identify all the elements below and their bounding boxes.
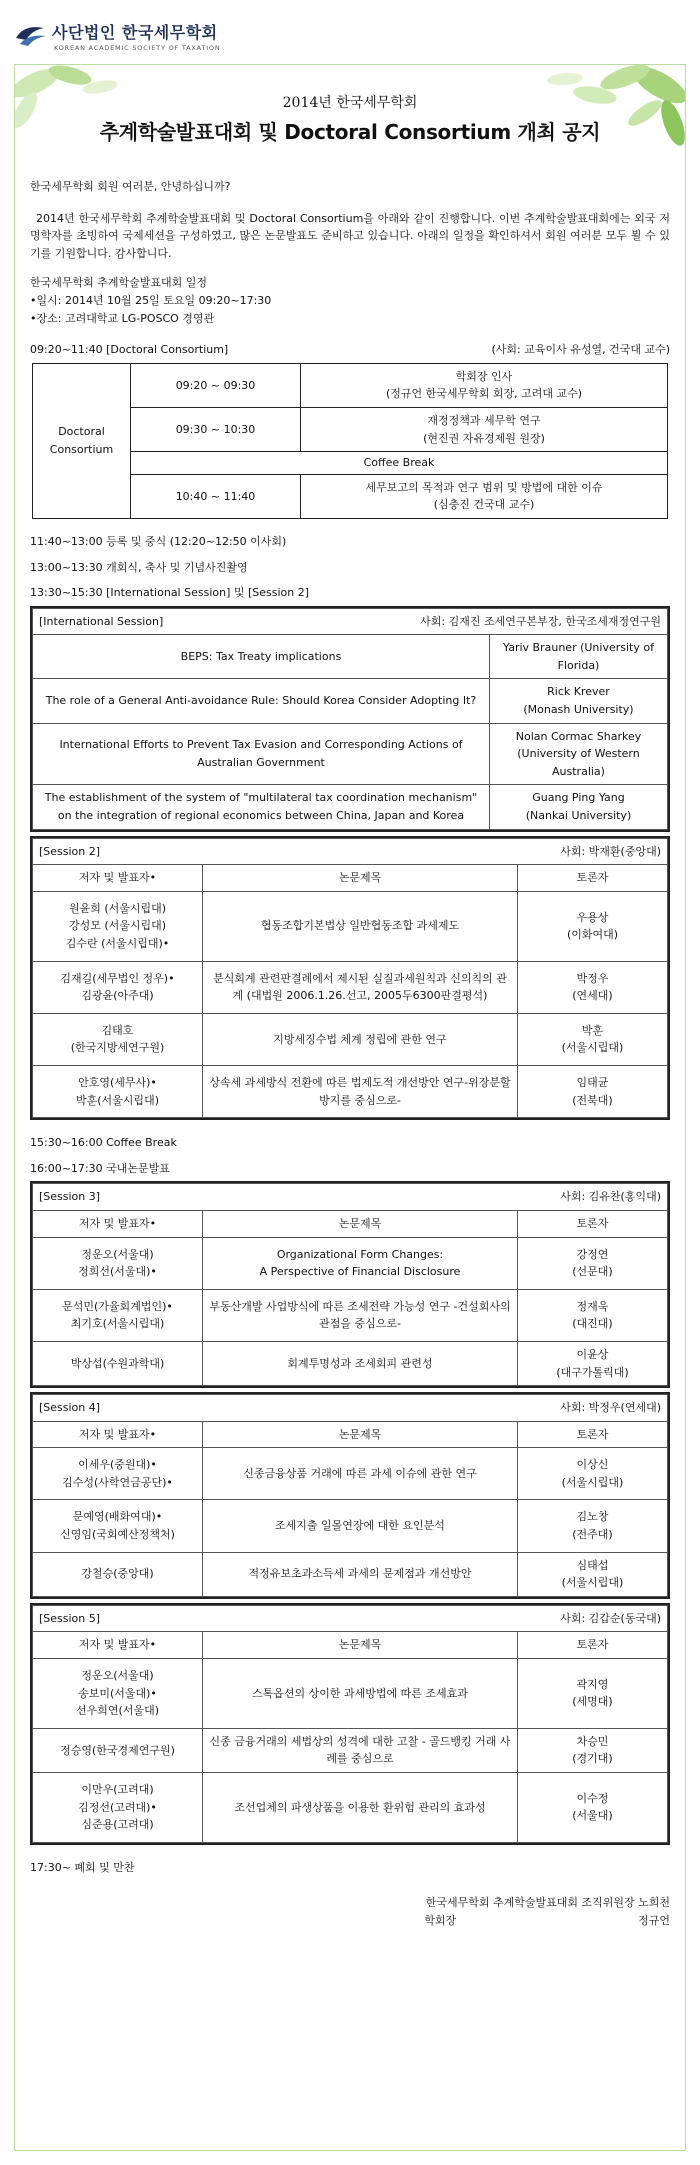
column-header-discussant: 토론자 [518, 1632, 668, 1659]
paper-title: 협동조합기본법상 일반협동조합 과세제도 [203, 891, 518, 961]
session-header [33, 1605, 668, 1632]
authors: 정운오(서울대) 송보미(서울대)• 선우희연(서울대) [33, 1659, 203, 1729]
table-row [33, 865, 668, 892]
session-chair: 사회: 김갑순(동국대) [560, 1611, 661, 1625]
authors: 이만우(고려대) 김정선(고려대)• 심준용(고려대) [33, 1773, 203, 1843]
doctoral-chair: (사회: 교육이사 유성열, 건국대 교수) [491, 343, 670, 357]
page-title: 추계학술발표대회 및 Doctoral Consortium 개최 공지 [99, 120, 601, 144]
session-chair: 사회: 김유찬(홍익대) [560, 1190, 661, 1204]
table-row [33, 1500, 668, 1552]
paper-title: 조세지출 일몰연장에 대한 요인분석 [203, 1500, 518, 1552]
paper-title: The establishment of the system of "multilateral tax coordination mechanism" on the integration of regional economics between China, Japan and Korea [33, 785, 490, 829]
agenda-closing: 17:30~ 폐회 및 만찬 [30, 1860, 135, 1874]
session-label: [Session 5] [39, 1611, 101, 1625]
discussant: 이수정 (서울대) [518, 1773, 668, 1843]
signature-role: 학회장 [424, 1913, 457, 1927]
session-box [30, 836, 670, 1121]
paper-title: 조선업체의 파생상품을 이용한 환위험 관리의 효과성 [203, 1773, 518, 1843]
discussant: 박훈 (서울시립대) [518, 1013, 668, 1065]
table-row [33, 1210, 668, 1237]
paper-title: 분식회계 관련판결례에서 제시된 실질과세원칙과 신의칙의 관계 (대법원 2006.1.26.선고, 2005두6300판결평석) [203, 961, 518, 1013]
discussant: 임태균 (전북대) [518, 1065, 668, 1117]
session-table [32, 1183, 668, 1386]
paper-title: International Efforts to Prevent Tax Evasion and Corresponding Actions of Australian Government [33, 723, 490, 785]
table-row [33, 608, 668, 635]
table-row [33, 1237, 668, 1289]
session-chair: 사회: 박재환(중앙대) [560, 844, 661, 858]
session-header [33, 1395, 668, 1422]
session-label: [Session 3] [39, 1190, 101, 1204]
table-row [33, 1632, 668, 1659]
session-table [32, 1394, 668, 1597]
column-header-paper: 논문제목 [203, 1421, 518, 1448]
authors: 원윤희 (서울시립대) 강성모 (서울시립대) 김수란 (서울시립대)• [33, 891, 203, 961]
signature-line-2 [30, 1912, 670, 1930]
discussant: 곽지영 (세명대) [518, 1659, 668, 1729]
agenda-intl-heading: 13:30~15:30 [International Session] 및 [Session 2] [30, 586, 310, 600]
agenda-domestic-heading: 16:00~17:30 국내논문발표 [30, 1161, 170, 1175]
signature-line-1: 한국세무학회 추계학술발표대회 조직위원장 노희천 [425, 1896, 670, 1910]
column-header-discussant: 토론자 [518, 865, 668, 892]
authors: 문석민(가율회계법인)• 최기호(서울시립대) [33, 1289, 203, 1341]
discussant: 정재욱 (대진대) [518, 1289, 668, 1341]
doctoral-time: 10:40 ~ 11:40 [131, 474, 301, 518]
authors: 이세우(중원대)• 김수성(사학연금공단)• [33, 1448, 203, 1500]
column-header-author: 저자 및 발표자• [33, 1210, 203, 1237]
doctoral-time: 09:30 ~ 10:30 [131, 407, 301, 451]
authors: 정승영(한국경제연구원) [33, 1728, 203, 1772]
presenter: Nolan Cormac Sharkey (University of Western Australia) [490, 723, 668, 785]
session-2-wrap [30, 836, 670, 1121]
table-row [33, 723, 668, 785]
org-name-ko: 사단법인 한국세무학회 [52, 23, 218, 42]
paper-title: 신종금융상품 거래에 따른 과세 이슈에 관한 연구 [203, 1448, 518, 1500]
table-row [33, 1552, 668, 1596]
discussant: 차승민 (경기대) [518, 1728, 668, 1772]
presenter: Guang Ping Yang (Nankai University) [490, 785, 668, 829]
session-box [30, 1181, 670, 1388]
doctoral-content: 학회장 인사 (정규언 한국세무학회 회장, 고려대 교수) [301, 363, 668, 407]
table-row [33, 1395, 668, 1422]
session-label: [Session 4] [39, 1401, 101, 1415]
table-row [33, 961, 668, 1013]
agenda-lunch: 11:40~13:00 등록 및 중식 (12:20~12:50 이사회) [30, 534, 287, 548]
column-header-author: 저자 및 발표자• [33, 1632, 203, 1659]
paper-title: Organizational Form Changes: A Perspective of Financial Disclosure [203, 1237, 518, 1289]
table-row [33, 1448, 668, 1500]
doctoral-content: 재정정책과 세무학 연구 (현진권 자유경제원 원장) [301, 407, 668, 451]
international-chair: 사회: 김재진 조세연구본부장, 한국조세재정연구원 [420, 614, 661, 628]
discussant: 이상신 (서울시립대) [518, 1448, 668, 1500]
session-chair: 사회: 박정우(연세대) [560, 1401, 661, 1415]
doctoral-table [32, 363, 668, 519]
table-row [33, 891, 668, 961]
greeting: 한국세무학회 회원 여러분, 안녕하십니까? [30, 180, 231, 193]
discussant: 심태섭 (서울시립대) [518, 1552, 668, 1596]
session-box [30, 1392, 670, 1599]
table-row [33, 838, 668, 865]
table-row [33, 1289, 668, 1341]
authors: 안호영(세무사)• 박훈(서울시립대) [33, 1065, 203, 1117]
table-row [33, 1659, 668, 1729]
table-row [33, 635, 668, 679]
event-date: •일시: 2014년 10월 25일 토요일 09:20~17:30 [30, 293, 272, 307]
society-logo [14, 14, 234, 60]
paper-title: 상속세 과세방식 전환에 따른 법제도적 개선방안 연구-위장분할 방지를 중심으로- [203, 1065, 518, 1117]
doctoral-content: 세무보고의 목적과 연구 범위 및 방법에 대한 이슈 (심충진 건국대 교수) [301, 474, 668, 518]
international-table [32, 608, 668, 830]
table-row [33, 363, 668, 407]
table-row [33, 1421, 668, 1448]
table-row [33, 679, 668, 723]
authors: 강철승(중앙대) [33, 1552, 203, 1596]
paper-title: 스톡옵션의 상이한 과세방법에 따른 조세효과 [203, 1659, 518, 1729]
paper-title: 지방세징수법 체계 정립에 관한 연구 [203, 1013, 518, 1065]
agenda-opening: 13:00~13:30 개회식, 축사 및 기념사진촬영 [30, 560, 248, 574]
doctoral-label: Doctoral Consortium [33, 363, 131, 518]
table-row [33, 1773, 668, 1843]
session-box [30, 1603, 670, 1845]
paper-title: BEPS: Tax Treaty implications [33, 635, 490, 679]
column-header-author: 저자 및 발표자• [33, 1421, 203, 1448]
discussant: 강정연 (선문대) [518, 1237, 668, 1289]
column-header-paper: 논문제목 [203, 865, 518, 892]
international-header [33, 608, 668, 635]
discussant: 이윤상 (대구가톨릭대) [518, 1341, 668, 1385]
presenter: Yariv Brauner (University of Florida) [490, 635, 668, 679]
table-row [33, 785, 668, 829]
presenter: Rick Krever (Monash University) [490, 679, 668, 723]
paper-title: 부동산개발 사업방식에 따른 조세전략 가능성 연구 -건설회사의 관점을 중심으로- [203, 1289, 518, 1341]
authors: 김재길(세무법인 정우)• 김광윤(아주대) [33, 961, 203, 1013]
table-row [33, 1013, 668, 1065]
announcement-body [30, 178, 670, 1930]
authors: 박상섭(수원과학대) [33, 1341, 203, 1385]
doctoral-coffee-break: Coffee Break [131, 452, 668, 475]
session-table [32, 838, 668, 1119]
session-header [33, 1184, 668, 1211]
session-label: [Session 2] [39, 844, 101, 858]
doctoral-time: 09:20 ~ 09:30 [131, 363, 301, 407]
doctoral-header [30, 341, 670, 359]
international-label: [International Session] [39, 614, 164, 628]
column-header-paper: 논문제목 [203, 1632, 518, 1659]
doctoral-heading: 09:20~11:40 [Doctoral Consortium] [30, 343, 229, 357]
discussant: 우용상 (이화여대) [518, 891, 668, 961]
table-row [33, 1341, 668, 1385]
signature-name: 정규언 [638, 1913, 670, 1927]
column-header-discussant: 토론자 [518, 1210, 668, 1237]
page-subtitle: 2014년 한국세무학회 [282, 95, 418, 111]
domestic-sessions [30, 1181, 670, 1844]
agenda-coffee-break: 15:30~16:00 Coffee Break [30, 1136, 177, 1150]
paper-title: The role of a General Anti-avoidance Rule: Should Korea Consider Adopting It? [33, 679, 490, 723]
org-name-en: KOREAN ACADEMIC SOCIETY OF TAXATION [54, 44, 221, 52]
table-row [33, 1605, 668, 1632]
column-header-author: 저자 및 발표자• [33, 865, 203, 892]
intro-text: 2014년 한국세무학회 추계학술발표대회 및 Doctoral Consortium을 아래와 같이 진행합니다. 이번 추계학술발표대회에는 외국 저명학자를 초빙하여 국제세션을 구성하였고, 많은 논문발표도 준비하고 있습니다. 아래의 일정을 확인하셔서 회원 여러분 모두 뵐 수 있기를 기원합니다. 감사합니다. [30, 211, 670, 260]
discussant: 김노창 (전주대) [518, 1500, 668, 1552]
international-session [30, 606, 670, 832]
authors: 문예영(배화여대)• 신영임(국회예산정책처) [33, 1500, 203, 1552]
paper-title: 적정유보초과소득세 과세의 문제점과 개선방안 [203, 1552, 518, 1596]
session-table [32, 1605, 668, 1843]
event-place: •장소: 고려대학교 LG-POSCO 경영관 [30, 311, 215, 325]
schedule-title: 한국세무학회 추계학술발표대회 일정 [30, 276, 208, 290]
discussant: 박정우 (연세대) [518, 961, 668, 1013]
column-header-discussant: 토론자 [518, 1421, 668, 1448]
table-row [33, 1184, 668, 1211]
society-logo-icon [14, 20, 48, 48]
authors: 정운오(서울대) 정희선(서울대)• [33, 1237, 203, 1289]
column-header-paper: 논문제목 [203, 1210, 518, 1237]
authors: 김태호 (한국지방세연구원) [33, 1013, 203, 1065]
session-header [33, 838, 668, 865]
paper-title: 신종 금융거래의 세법상의 성격에 대한 고찰 - 골드뱅킹 거래 사례를 중심으로 [203, 1728, 518, 1772]
table-row [33, 1728, 668, 1772]
paper-title: 회계투명성과 조세회피 관련성 [203, 1341, 518, 1385]
table-row [33, 1065, 668, 1117]
